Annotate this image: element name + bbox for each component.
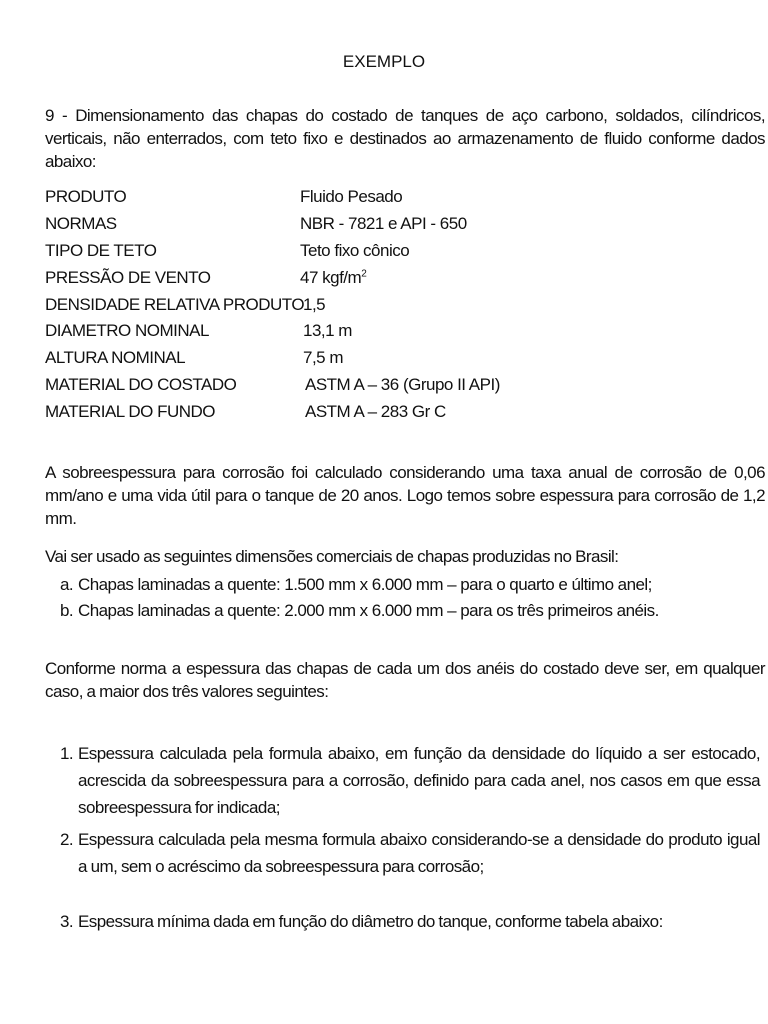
spec-value: Teto fixo cônico: [300, 240, 410, 260]
spec-label: NORMAS: [45, 213, 117, 233]
list-item: [60, 601, 750, 627]
list-marker: 2.: [60, 830, 74, 849]
spec-row-material-fundo: [45, 402, 745, 429]
spec-value: 7,5 m: [303, 348, 344, 368]
list-item-text: Espessura calculada pela formula abaixo, em função da densidade do líquido a ser estocado, acrescida da sobreespessura para a corrosão, definido para cada anel, nos casos em que essa sobreespessura for indicada;: [78, 744, 760, 817]
spec-row-altura: [45, 348, 745, 375]
spec-label: TIPO DE TETO: [45, 240, 157, 260]
list-item-text: Espessura calculada pela mesma formula abaixo considerando-se a densidade do produto igual a um, sem o acréscimo da sobreespessura para corrosão;: [78, 830, 760, 876]
corrosion-paragraph: A sobreespessura para corrosão foi calculado considerando uma taxa anual de corrosão de 0,06 mm/ano e uma vida útil para o tanque de 20 anos. Logo temos sobre espessura para corrosão de 1,2 mm.: [45, 463, 765, 528]
spec-label: ALTURA NOMINAL: [45, 348, 186, 368]
spec-row-produto: [45, 187, 745, 214]
dimensions-intro: Vai ser usado as seguintes dimensões comerciais de chapas produzidas no Brasil:: [45, 547, 619, 566]
intro-paragraph: 9 - Dimensionamento das chapas do costado de tanques de aço carbono, soldados, cilíndricos, verticais, não enterrados, com teto fixo e destinados ao armazenamento de fluido conforme dados abaixo:: [45, 106, 765, 171]
list-item-text: Chapas laminadas a quente: 2.000 mm x 6.000 mm – para os três primeiros anéis.: [78, 601, 659, 620]
list-item-text: Espessura mínima dada em função do diâmetro do tanque, conforme tabela abaixo:: [78, 912, 663, 931]
spec-row-tipo-de-teto: [45, 241, 745, 268]
spec-label: PRODUTO: [45, 187, 127, 206]
spec-label: DENSIDADE RELATIVA PRODUTO: [45, 294, 305, 314]
spec-value: NBR - 7821 e API - 650: [300, 213, 467, 233]
list-marker: b.: [60, 601, 74, 620]
spec-value: 1,5: [303, 294, 326, 314]
spec-value: 47 kgf/m: [300, 267, 362, 287]
list-item: [60, 575, 750, 601]
norm-paragraph: Conforme norma a espessura das chapas de cada um dos anéis do costado deve ser, em qualquer caso, a maior dos três valores seguintes:: [45, 659, 765, 701]
spec-row-pressao-de-vento: [45, 268, 745, 295]
criteria-item-1: [60, 740, 760, 821]
list-marker: a.: [60, 575, 74, 594]
dimensions-list: [60, 575, 750, 627]
spec-label: DIAMETRO NOMINAL: [45, 321, 209, 341]
spec-list: [45, 187, 745, 429]
spec-label: PRESSÃO DE VENTO: [45, 267, 211, 287]
list-marker: 1.: [60, 744, 74, 763]
spec-value: Fluido Pesado: [300, 187, 403, 206]
spec-value: 13,1 m: [303, 321, 352, 341]
spec-row-densidade: [45, 295, 745, 322]
criteria-item-3: [60, 908, 760, 935]
list-marker: 3.: [60, 912, 74, 931]
spec-label: MATERIAL DO COSTADO: [45, 375, 237, 395]
spec-row-material-costado: [45, 375, 745, 402]
spec-value-wrapper: [300, 268, 366, 288]
spec-row-normas: [45, 214, 745, 241]
spec-row-diametro: [45, 321, 745, 348]
spec-label: MATERIAL DO FUNDO: [45, 402, 216, 422]
document-title: EXEMPLO: [342, 52, 426, 71]
spec-value-superscript: 2: [361, 268, 367, 280]
spec-value: ASTM A – 36 (Grupo II API): [305, 375, 500, 395]
criteria-item-2: [60, 826, 760, 880]
spec-value: ASTM A – 283 Gr C: [305, 402, 446, 422]
list-item-text: Chapas laminadas a quente: 1.500 mm x 6.000 mm – para o quarto e último anel;: [78, 575, 652, 594]
